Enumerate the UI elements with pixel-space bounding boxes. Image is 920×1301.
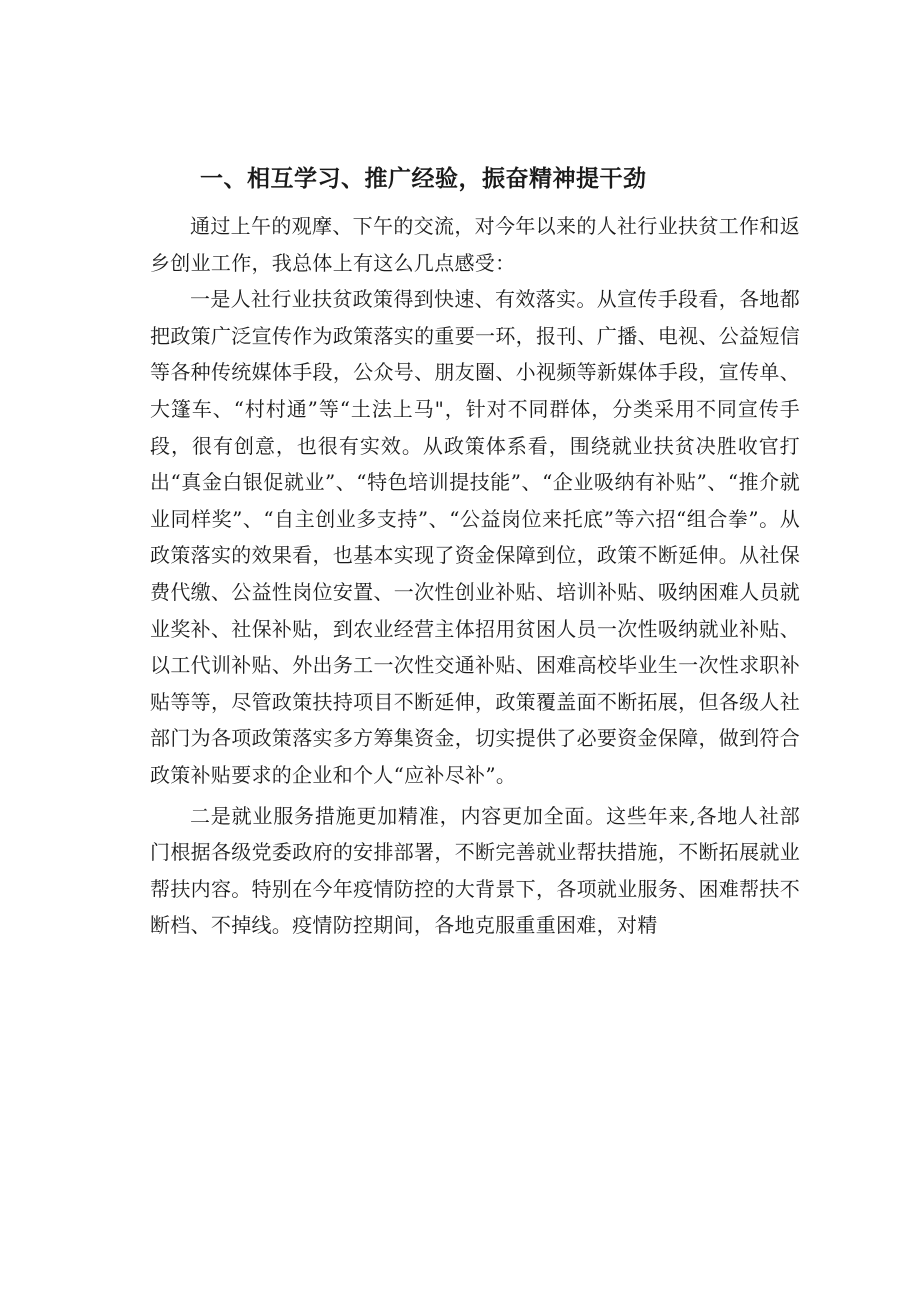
paragraph-employment-services: 二是就业服务措施更加精准，内容更加全面。这些年来,各地人社部门根据各级党委政府的安排部署，不断完善就业帮扶措施，不断拓展就业帮扶内容。特别在今年疫情防控的大背景下，各项就业服务、困难帮扶不断档、不掉线。疫情防控期间，各地克服重重困难，对精	[150, 803, 800, 938]
paragraph-policy-implementation: 一是人社行业扶贫政策得到快速、有效落实。从宣传手段看，各地都把政策广泛宣传作为政策落实的重要一环，报刊、广播、电视、公益短信等各种传统媒体手段，公众号、朋友圈、小视频等新媒体手段，宣传单、大篷车、“村村通”等“土法上马"，针对不同群体，分类采用不同宣传手段，很有创意，也很有实效。从政策体系看，围绕就业扶贫决胜收官打出“真金白银促就业”、“特色培训提技能”、“企业吸纳有补贴”、“推介就业同样奖”、“自主创业多支持”、“公益岗位来托底”等六招“组合拳”。从政策落实的效果看，也基本实现了资金保障到位，政策不断延伸。从社保费代缴、公益性岗位安置、一次性创业补贴、培训补贴、吸纳困难人员就业奖补、社保补贴，到农业经营主体招用贫困人员一次性吸纳就业补贴、以工代训补贴、外出务工一次性交通补贴、困难高校毕业生一次性求职补贴等等，尽管政策扶持项目不断延伸，政策覆盖面不断拓展，但各级人社部门为各项政策落实多方筹集资金，切实提供了必要资金保障，做到符合政策补贴要求的企业和个人“应补尽补”。	[150, 287, 800, 787]
section-heading: 一、相互学习、推广经验，振奋精神提干劲	[200, 166, 647, 192]
document-body	[150, 150, 800, 944]
paragraph-intro: 通过上午的观摩、下午的交流，对今年以来的人社行业扶贫工作和返乡创业工作，我总体上有这么几点感受：	[150, 214, 800, 275]
